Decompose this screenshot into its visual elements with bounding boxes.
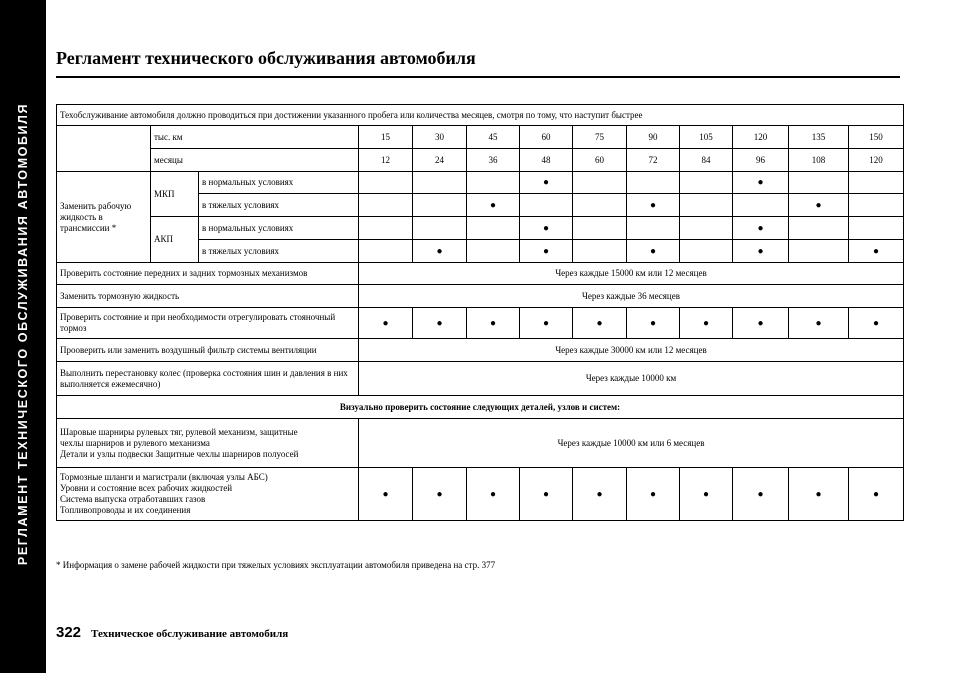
parking-brake-row xyxy=(57,308,904,339)
km-value: 120 xyxy=(733,126,789,149)
schedule-mark: ● xyxy=(467,308,520,339)
schedule-mark xyxy=(789,172,849,194)
brakes-interval: Через каждые 15000 км или 12 месяцев xyxy=(359,263,904,285)
brakes-row xyxy=(57,263,904,285)
km-value: 15 xyxy=(359,126,413,149)
schedule-mark: ● xyxy=(733,240,789,263)
akp-label: АКП xyxy=(151,217,199,263)
km-value: 90 xyxy=(627,126,680,149)
air-filter-label: Прооверить или заменить воздушный фильтр системы вентиляции xyxy=(57,339,359,362)
steering-line: чехлы шарниров и рулевого механизма xyxy=(60,437,210,448)
schedule-mark: ● xyxy=(467,194,520,217)
schedule-mark xyxy=(849,217,904,240)
header-blank-cell xyxy=(57,126,151,172)
schedule-mark xyxy=(849,172,904,194)
month-value: 84 xyxy=(680,149,733,172)
schedule-mark xyxy=(520,194,573,217)
visual-check-heading: Визуально проверить состояние следующих деталей, узлов и систем: xyxy=(57,396,904,419)
condition-normal: в нормальных условиях xyxy=(199,172,359,194)
schedule-mark: ● xyxy=(680,468,733,521)
km-value: 60 xyxy=(520,126,573,149)
schedule-mark: ● xyxy=(733,308,789,339)
schedule-mark: ● xyxy=(789,308,849,339)
schedule-mark: ● xyxy=(627,308,680,339)
visual-check-row xyxy=(57,396,904,419)
intro-text: Техобслуживание автомобиля должно проводиться при достижении указанного пробега или количества месяцев, смотря по тому, что наступит быстрее xyxy=(57,105,904,126)
schedule-mark xyxy=(573,172,627,194)
schedule-mark: ● xyxy=(680,308,733,339)
km-row xyxy=(57,126,904,149)
schedule-mark: ● xyxy=(573,308,627,339)
month-value: 12 xyxy=(359,149,413,172)
months-label: месяцы xyxy=(151,149,359,172)
km-value: 105 xyxy=(680,126,733,149)
footnote: * Информация о замене рабочей жидкости при тяжелых условиях эксплуатации автомобиля приведена на стр. 377 xyxy=(56,560,496,570)
intro-row xyxy=(57,105,904,126)
schedule-mark: ● xyxy=(413,308,467,339)
schedule-mark: ● xyxy=(627,468,680,521)
transmission-label: Заменить рабочую жидкость в трансмиссии * xyxy=(57,172,151,263)
hoses-line: Система выпуска отработавших газов xyxy=(60,494,206,504)
hoses-label xyxy=(57,468,359,521)
hoses-line: Топливопроводы и их соединения xyxy=(60,505,191,515)
schedule-mark: ● xyxy=(849,468,904,521)
schedule-mark xyxy=(413,172,467,194)
schedule-mark xyxy=(627,172,680,194)
tire-rotation-row xyxy=(57,362,904,396)
schedule-mark: ● xyxy=(467,468,520,521)
steering-line: Детали и узлы подвески Защитные чехлы шарниров полуосей xyxy=(60,448,299,459)
km-value: 45 xyxy=(467,126,520,149)
page-footer xyxy=(56,624,288,642)
schedule-mark xyxy=(467,172,520,194)
sidebar-title: РЕГЛАМЕНТ ТЕХНИЧЕСКОГО ОБСЛУЖИВАНИЯ АВТОМОБИЛЯ xyxy=(16,102,30,566)
schedule-mark: ● xyxy=(520,308,573,339)
schedule-mark: ● xyxy=(789,468,849,521)
months-row xyxy=(57,149,904,172)
title-rule xyxy=(56,76,900,78)
schedule-mark: ● xyxy=(520,468,573,521)
schedule-mark: ● xyxy=(520,240,573,263)
schedule-mark xyxy=(573,240,627,263)
schedule-mark: ● xyxy=(520,217,573,240)
condition-severe: в тяжелых условиях xyxy=(199,194,359,217)
schedule-mark: ● xyxy=(413,240,467,263)
schedule-mark: ● xyxy=(733,468,789,521)
schedule-mark: ● xyxy=(733,217,789,240)
schedule-mark: ● xyxy=(413,468,467,521)
steering-row xyxy=(57,419,904,468)
steering-interval: Через каждые 10000 км или 6 месяцев xyxy=(359,419,904,468)
sidebar xyxy=(0,0,46,673)
schedule-mark: ● xyxy=(627,240,680,263)
air-filter-interval: Через каждые 30000 км или 12 месяцев xyxy=(359,339,904,362)
schedule-mark xyxy=(680,194,733,217)
schedule-mark xyxy=(789,217,849,240)
mkp-label: МКП xyxy=(151,172,199,217)
schedule-mark xyxy=(467,217,520,240)
km-value: 150 xyxy=(849,126,904,149)
schedule-mark xyxy=(680,240,733,263)
schedule-mark xyxy=(680,172,733,194)
hoses-line: Уровни и состояние всех рабочих жидкостей xyxy=(60,483,233,493)
schedule-mark xyxy=(680,217,733,240)
brake-fluid-row xyxy=(57,285,904,308)
tire-rotation-interval: Через каждые 10000 км xyxy=(359,362,904,396)
km-value: 30 xyxy=(413,126,467,149)
month-value: 108 xyxy=(789,149,849,172)
schedule-mark: ● xyxy=(849,240,904,263)
schedule-mark xyxy=(733,194,789,217)
schedule-mark: ● xyxy=(627,194,680,217)
brakes-label: Проверить состояние передних и задних тормозных механизмов xyxy=(57,263,359,285)
schedule-mark xyxy=(359,217,413,240)
footer-section-title: Техническое обслуживание автомобиля xyxy=(91,628,289,640)
month-value: 72 xyxy=(627,149,680,172)
hoses-row xyxy=(57,468,904,521)
month-value: 48 xyxy=(520,149,573,172)
condition-normal: в нормальных условиях xyxy=(199,217,359,240)
steering-label xyxy=(57,419,359,468)
parking-brake-label: Проверить состояние и при необходимости отрегулировать стояночный тормоз xyxy=(57,308,359,339)
schedule-mark: ● xyxy=(520,172,573,194)
steering-line: Шаровые шарниры рулевых тяг, рулевой механизм, защитные xyxy=(60,426,298,437)
schedule-mark xyxy=(573,194,627,217)
brake-fluid-label: Заменить тормозную жидкость xyxy=(57,285,359,308)
schedule-mark: ● xyxy=(359,308,413,339)
schedule-mark: ● xyxy=(573,468,627,521)
schedule-mark xyxy=(413,217,467,240)
schedule-mark: ● xyxy=(733,172,789,194)
month-value: 96 xyxy=(733,149,789,172)
schedule-mark xyxy=(573,217,627,240)
page-title: Регламент технического обслуживания автомобиля xyxy=(56,48,476,68)
air-filter-row xyxy=(57,339,904,362)
page-number: 322 xyxy=(56,624,82,641)
schedule-mark: ● xyxy=(789,194,849,217)
hoses-line: Тормозные шланги и магистрали (включая узлы АБС) xyxy=(60,472,268,482)
schedule-mark xyxy=(359,172,413,194)
condition-severe: в тяжелых условиях xyxy=(199,240,359,263)
schedule-mark xyxy=(467,240,520,263)
mkp-normal-row xyxy=(57,172,904,194)
maintenance-table xyxy=(56,104,904,521)
schedule-mark xyxy=(413,194,467,217)
schedule-mark xyxy=(627,217,680,240)
schedule-mark xyxy=(789,240,849,263)
schedule-mark: ● xyxy=(359,468,413,521)
brake-fluid-interval: Через каждые 36 месяцев xyxy=(359,285,904,308)
km-value: 135 xyxy=(789,126,849,149)
km-label: тыс. км xyxy=(151,126,359,149)
tire-rotation-label: Выполнить перестановку колес (проверка состояния шин и давления в них выполняется ежемесячно) xyxy=(57,362,359,396)
schedule-mark xyxy=(849,194,904,217)
month-value: 60 xyxy=(573,149,627,172)
schedule-mark xyxy=(359,240,413,263)
month-value: 24 xyxy=(413,149,467,172)
schedule-mark xyxy=(359,194,413,217)
akp-normal-row xyxy=(57,217,904,240)
schedule-mark: ● xyxy=(849,308,904,339)
month-value: 36 xyxy=(467,149,520,172)
month-value: 120 xyxy=(849,149,904,172)
km-value: 75 xyxy=(573,126,627,149)
